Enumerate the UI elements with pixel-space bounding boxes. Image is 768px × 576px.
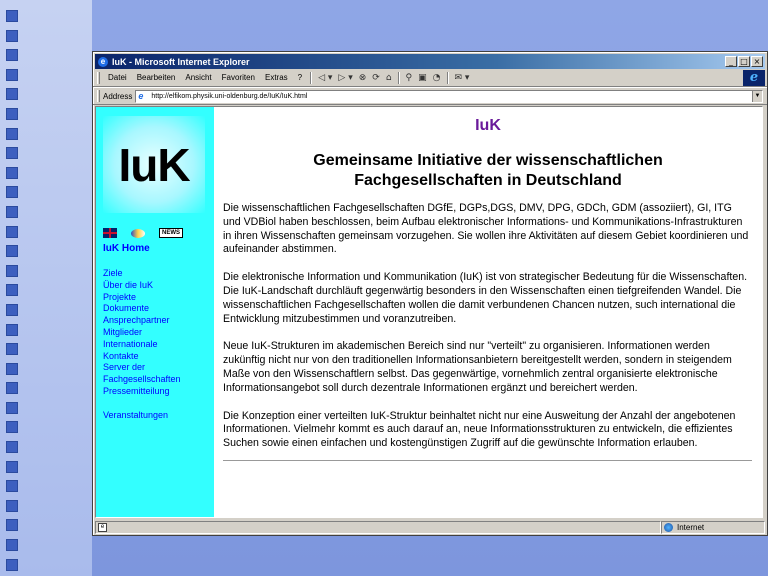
decorative-square	[6, 343, 18, 355]
decorative-square	[6, 363, 18, 375]
decorative-square	[6, 382, 18, 394]
decorative-square	[6, 69, 18, 81]
home-icon[interactable]: ⌂	[385, 72, 392, 83]
decorative-square	[6, 441, 18, 453]
search-icon[interactable]: ⚲	[405, 72, 413, 83]
decorative-square	[6, 500, 18, 512]
decorative-square	[6, 304, 18, 316]
nav-links	[103, 268, 181, 422]
slide-left-stripe	[0, 0, 92, 576]
maximize-button[interactable]: □	[738, 56, 750, 67]
decorative-square	[6, 559, 18, 571]
zone-label: Internet	[677, 522, 705, 532]
decorative-square	[6, 88, 18, 100]
decorative-square	[6, 30, 18, 42]
nav-home-link[interactable]: IuK Home	[103, 243, 150, 254]
page-subtitle	[214, 151, 762, 191]
decorative-square	[6, 284, 18, 296]
title-bar	[95, 54, 765, 69]
nav-link-dokumente[interactable]: Dokumente	[103, 303, 150, 314]
decorative-square	[6, 461, 18, 473]
paragraph: Die wissenschaftlichen Fachgesellschaften DGfE, DGPs,DGS, DMV, DPG, GDCh, GDM (assoziiert), GI, ITG und VDBiol haben beschlossen, beim Aufbau elektronischer Informations- und Kommunikations-Infrastrukturen in ihren Wissenschaften gemeinsam vorzugehen. Sie wollen ihre Aktivitäten auf diesem Gebiet koordinieren und aufeinander abstimmen.	[223, 202, 749, 256]
ie-logo-icon: e	[743, 70, 765, 86]
swirl-icon[interactable]	[131, 229, 145, 238]
address-bar	[93, 87, 767, 105]
decorative-square	[6, 539, 18, 551]
nav-link-internationale[interactable]: Internationale	[103, 338, 158, 349]
menu-view[interactable]: Ansicht	[185, 73, 212, 82]
decorative-square	[6, 324, 18, 336]
page-done-icon: e	[98, 523, 107, 532]
decorative-square	[6, 10, 18, 22]
nav-link-mitglieder[interactable]: Mitglieder	[103, 326, 143, 337]
address-input[interactable]	[135, 90, 763, 103]
nav-link-ueber[interactable]: Über die IuK	[103, 279, 154, 290]
decorative-square	[6, 519, 18, 531]
menu-edit[interactable]: Bearbeiten	[136, 73, 176, 82]
decorative-square	[6, 226, 18, 238]
main-content	[214, 107, 762, 517]
zone-cell	[661, 521, 765, 534]
toolbar-grip[interactable]	[97, 72, 100, 84]
nav-sidebar	[96, 107, 214, 517]
decorative-square	[6, 186, 18, 198]
decorative-square	[6, 108, 18, 120]
refresh-icon[interactable]: ⟳	[372, 72, 380, 83]
news-badge[interactable]: NEWS	[159, 228, 183, 238]
menu-help[interactable]: ?	[297, 73, 303, 82]
subtitle-line-2: Fachgesellschaften in Deutschland	[354, 172, 622, 189]
subtitle-line-1: Gemeinsame Initiative der wissenschaftlichen	[313, 152, 663, 169]
back-icon[interactable]: ◁ ▾	[318, 72, 333, 83]
decorative-square	[6, 206, 18, 218]
ie-title-icon: e	[98, 57, 108, 67]
address-label: Address	[103, 91, 133, 101]
favorites-icon[interactable]: ▣	[418, 72, 427, 83]
english-flag-icon[interactable]	[103, 228, 117, 238]
iuk-logo	[103, 116, 205, 213]
address-url[interactable]: http://elfikom.physik.uni-oldenburg.de/IuK/IuK.html	[151, 92, 308, 100]
nav-link-projekte[interactable]: Projekte	[103, 291, 137, 302]
menu-tools[interactable]: Extras	[264, 73, 288, 82]
menu-file[interactable]: Datei	[108, 73, 127, 82]
decorative-square	[6, 147, 18, 159]
mail-icon[interactable]: ✉ ▾	[454, 72, 470, 83]
forward-icon[interactable]: ▷ ▾	[338, 72, 353, 83]
nav-link-pressemitteilung[interactable]: Pressemitteilung	[103, 385, 170, 396]
close-button[interactable]: ×	[751, 56, 763, 67]
decorative-square	[6, 245, 18, 257]
nav-link-server[interactable]: Server der	[103, 362, 146, 373]
history-icon[interactable]: ◔	[432, 72, 441, 83]
nav-link-ziele[interactable]: Ziele	[103, 268, 123, 278]
nav-link-veranstaltungen[interactable]: Veranstaltungen	[103, 409, 169, 420]
paragraph: Neue IuK-Strukturen im akademischen Bereich sind nur "verteilt" zu organisieren. Informationen werden zukünftig nicht nur von den traditionellen Informationsanbietern bereitgestellt werden, sondern in steigendem Maße von den Wissenschaftlern selbst. Das gegenwärtige, vornehmlich zentral organisierte elektronische Informationsangebot soll durch dezentrale Informationen ergänzt und bereichert werden.	[223, 340, 732, 394]
logo-text: IuK	[118, 138, 190, 191]
language-flags	[103, 228, 183, 238]
page-title: IuK	[475, 117, 501, 134]
address-dropdown-icon[interactable]: ▼	[752, 91, 762, 102]
window-title: IuK - Microsoft Internet Explorer	[112, 56, 250, 67]
nav-link-kontakte[interactable]: Kontakte	[103, 350, 139, 361]
decorative-square	[6, 49, 18, 61]
menu-bar	[93, 69, 767, 87]
status-bar	[95, 520, 765, 534]
paragraph: Die Konzeption einer verteilten IuK-Struktur beinhaltet nicht nur eine Ausweitung der Anzahl der angebotenen Informationen. Vielmehr kommt es auch darauf an, neue Informationsstrukturen zu entwickeln, die effizientes Suchen sowie einen einfachen und kostengünstigen Zugriff auf die gewünschte Information erlauben.	[223, 409, 736, 450]
internet-zone-icon	[664, 523, 673, 532]
page-content	[95, 106, 763, 518]
menu-favorites[interactable]: Favoriten	[221, 73, 255, 82]
nav-link-ansprechpartner[interactable]: Ansprechpartner	[103, 315, 170, 326]
decorative-square	[6, 128, 18, 140]
nav-link-fachgesellschaften[interactable]: Fachgesellschaften	[103, 374, 181, 385]
minimize-button[interactable]: _	[725, 56, 737, 67]
stop-icon[interactable]: ⊗	[358, 72, 367, 83]
paragraph: Die elektronische Information und Kommunikation (IuK) ist von strategischer Bedeutung für die Wissenschaften. Die IuK-Landschaft durchläuft gegenwärtig besonders in den Wissenschaften einen tiefgreifenden Wandel. Die wissenschaftlichen Fachgesellschaften wollen die damit verbundenen Chancen nutzen, such international die Entwicklung mitzubestimmen und voranzutreiben.	[223, 271, 748, 325]
status-text-cell	[95, 521, 661, 534]
decorative-square	[6, 480, 18, 492]
decorative-square	[6, 421, 18, 433]
divider	[223, 460, 752, 461]
browser-window	[92, 51, 768, 536]
decorative-square	[6, 402, 18, 414]
page-icon: e	[138, 91, 144, 101]
decorative-square	[6, 167, 18, 179]
decorative-squares	[6, 10, 18, 576]
decorative-square	[6, 265, 18, 277]
